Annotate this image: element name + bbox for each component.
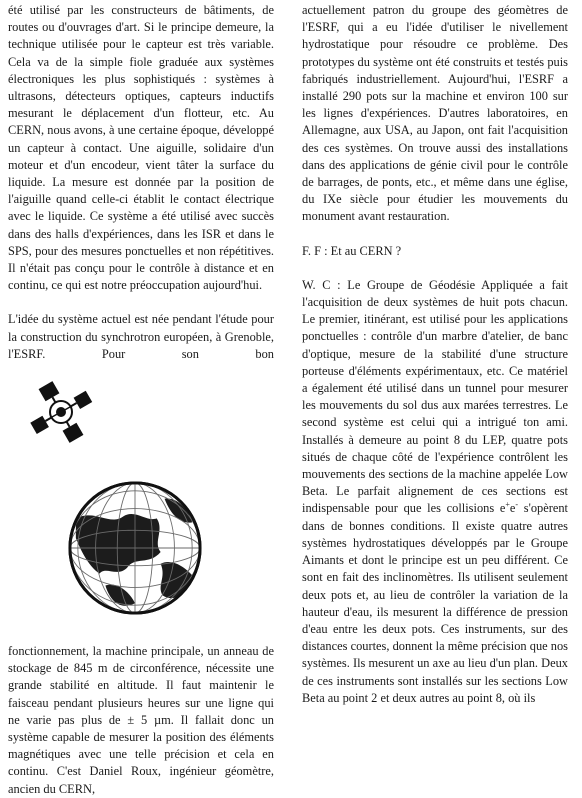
section-heading: F. F : Et au CERN ? xyxy=(302,243,402,258)
paragraph: fonctionnement, la machine principale, un anneau de stockage de 845 m de circonférence, nécessite une grande stabilité en altitude. Il faut maintenir le faisceau pendant plusieurs heures sur une ligne qui ne varie pas plus de ± 5 µm. Il fallait donc un système capable de mesurer la position des éléments magnétiques avec une telle précision et cela en continu. C'est Daniel Roux, ingénieur géomètre, ancien du CERN, xyxy=(8,644,274,796)
paragraph-gap xyxy=(8,294,274,311)
globe-icon xyxy=(66,479,204,617)
paragraph: été utilisé par les constructeurs de bâtiments, de routes ou d'ouvrages d'art. Si le principe demeure, la technique utilisée pour le capteur est très variable. Cela va de la simple fiole graduée aux systèmes électroniques les plus sophistiqués : systèmes à ultrasons, détecteurs optiques, capteurs inductifs mesurant le déplacement d'un flotteur, etc. Au CERN, nous avons, à une certaine époque, développé un capteur à contact. Une aiguille, solidaire d'un moteur et d'un encodeur, vient tâter la surface du liquide. La mesure est donnée par la position de l'aiguille quand celle-ci établit le contact électrique avec le liquide. Ce système a été utilisé avec succès dans des halls d'expériences, dans les ISR et dans le SPS, pour des mesures ponctuelles et non répétitives. Il n'était pas conçu pour le contrôle à distance et en continu, ce qui est notre préoccupation aujourd'hui. xyxy=(8,3,274,293)
right-column xyxy=(302,2,568,707)
paragraph: L'idée du système actuel est née pendant l'étude pour la construction du synchrotron européen, à Grenoble, l'ESRF. Pour son bon xyxy=(8,312,274,361)
paragraph xyxy=(302,277,568,707)
illustration xyxy=(8,363,274,643)
superscript: - xyxy=(515,500,519,510)
paragraph: actuellement patron du groupe des géomètres de l'ESRF, qui a eu l'idée d'utiliser le nivellement hydrostatique pour résoudre ce problème. Des prototypes du système ont été construits et testés puis fabriqués industriellement. Aujourd'hui, l'ESRF a installé 290 pots sur la machine et environ 100 sur les lignes d'expériences. D'autres laboratoires, en Allemagne, aux USA, au Japon, ont fait l'acquisition des ces systèmes. On trouve aussi des installations dans des applications de génie civil pour le contrôle de barrages, de ponts, etc., et même dans une église, du IXe siècle pour étudier les mouvements du monument avant restauration. xyxy=(302,3,568,224)
satellite-icon xyxy=(26,377,96,447)
paragraph-text: s'opèrent dans de bonnes conditions. Il existe quatre autres systèmes hydrostatiques développés par le Groupe Aimants et dont le principe est un peu différent. Ce sont en fait des inclinomètres. Ils utilisent seulement deux pots et, au lieu de contrôler la variation de la hauteur d'eau, ils mesurent la différence de pression d'eau entre les deux pots. Ces instruments, sur des distances courtes, donnent la même précision que nos systèmes. Ils mesurent un axe au lieu d'un plan. Deux de ces instruments sont installés sur les sections Low Beta au point 2 et deux autres au point 8, où ils xyxy=(302,501,568,705)
superscript: + xyxy=(505,500,510,510)
paragraph-gap xyxy=(302,226,568,243)
paragraph-text: e xyxy=(509,501,516,516)
paragraph-text: W. C : Le Groupe de Géodésie Appliquée a fait l'acquisition de deux systèmes de huit pots chacun. Le premier, itinérant, est utilisé pour les applications ponctuelles : contrôle d'un marbre d'atelier, de banc d'optique, mesure de la stabilité d'une structure porteuse d'éléments expérimentaux, etc. Ce matériel a également été utilisé dans un tunnel pour mesurer les mouvements du sol dus aux marées terrestres. Le second système est celui qui a intrigué ton ami. Installés à demeure au point 8 du LEP, quatre pots situés de chaque côté de l'expérience contrôlent les mouvements des sections de la machine appelée Low Beta. Le parfait alignement de ces sections est indispensable pour que les collisions e xyxy=(302,277,568,516)
left-column xyxy=(8,2,274,798)
paragraph-gap xyxy=(302,260,568,277)
